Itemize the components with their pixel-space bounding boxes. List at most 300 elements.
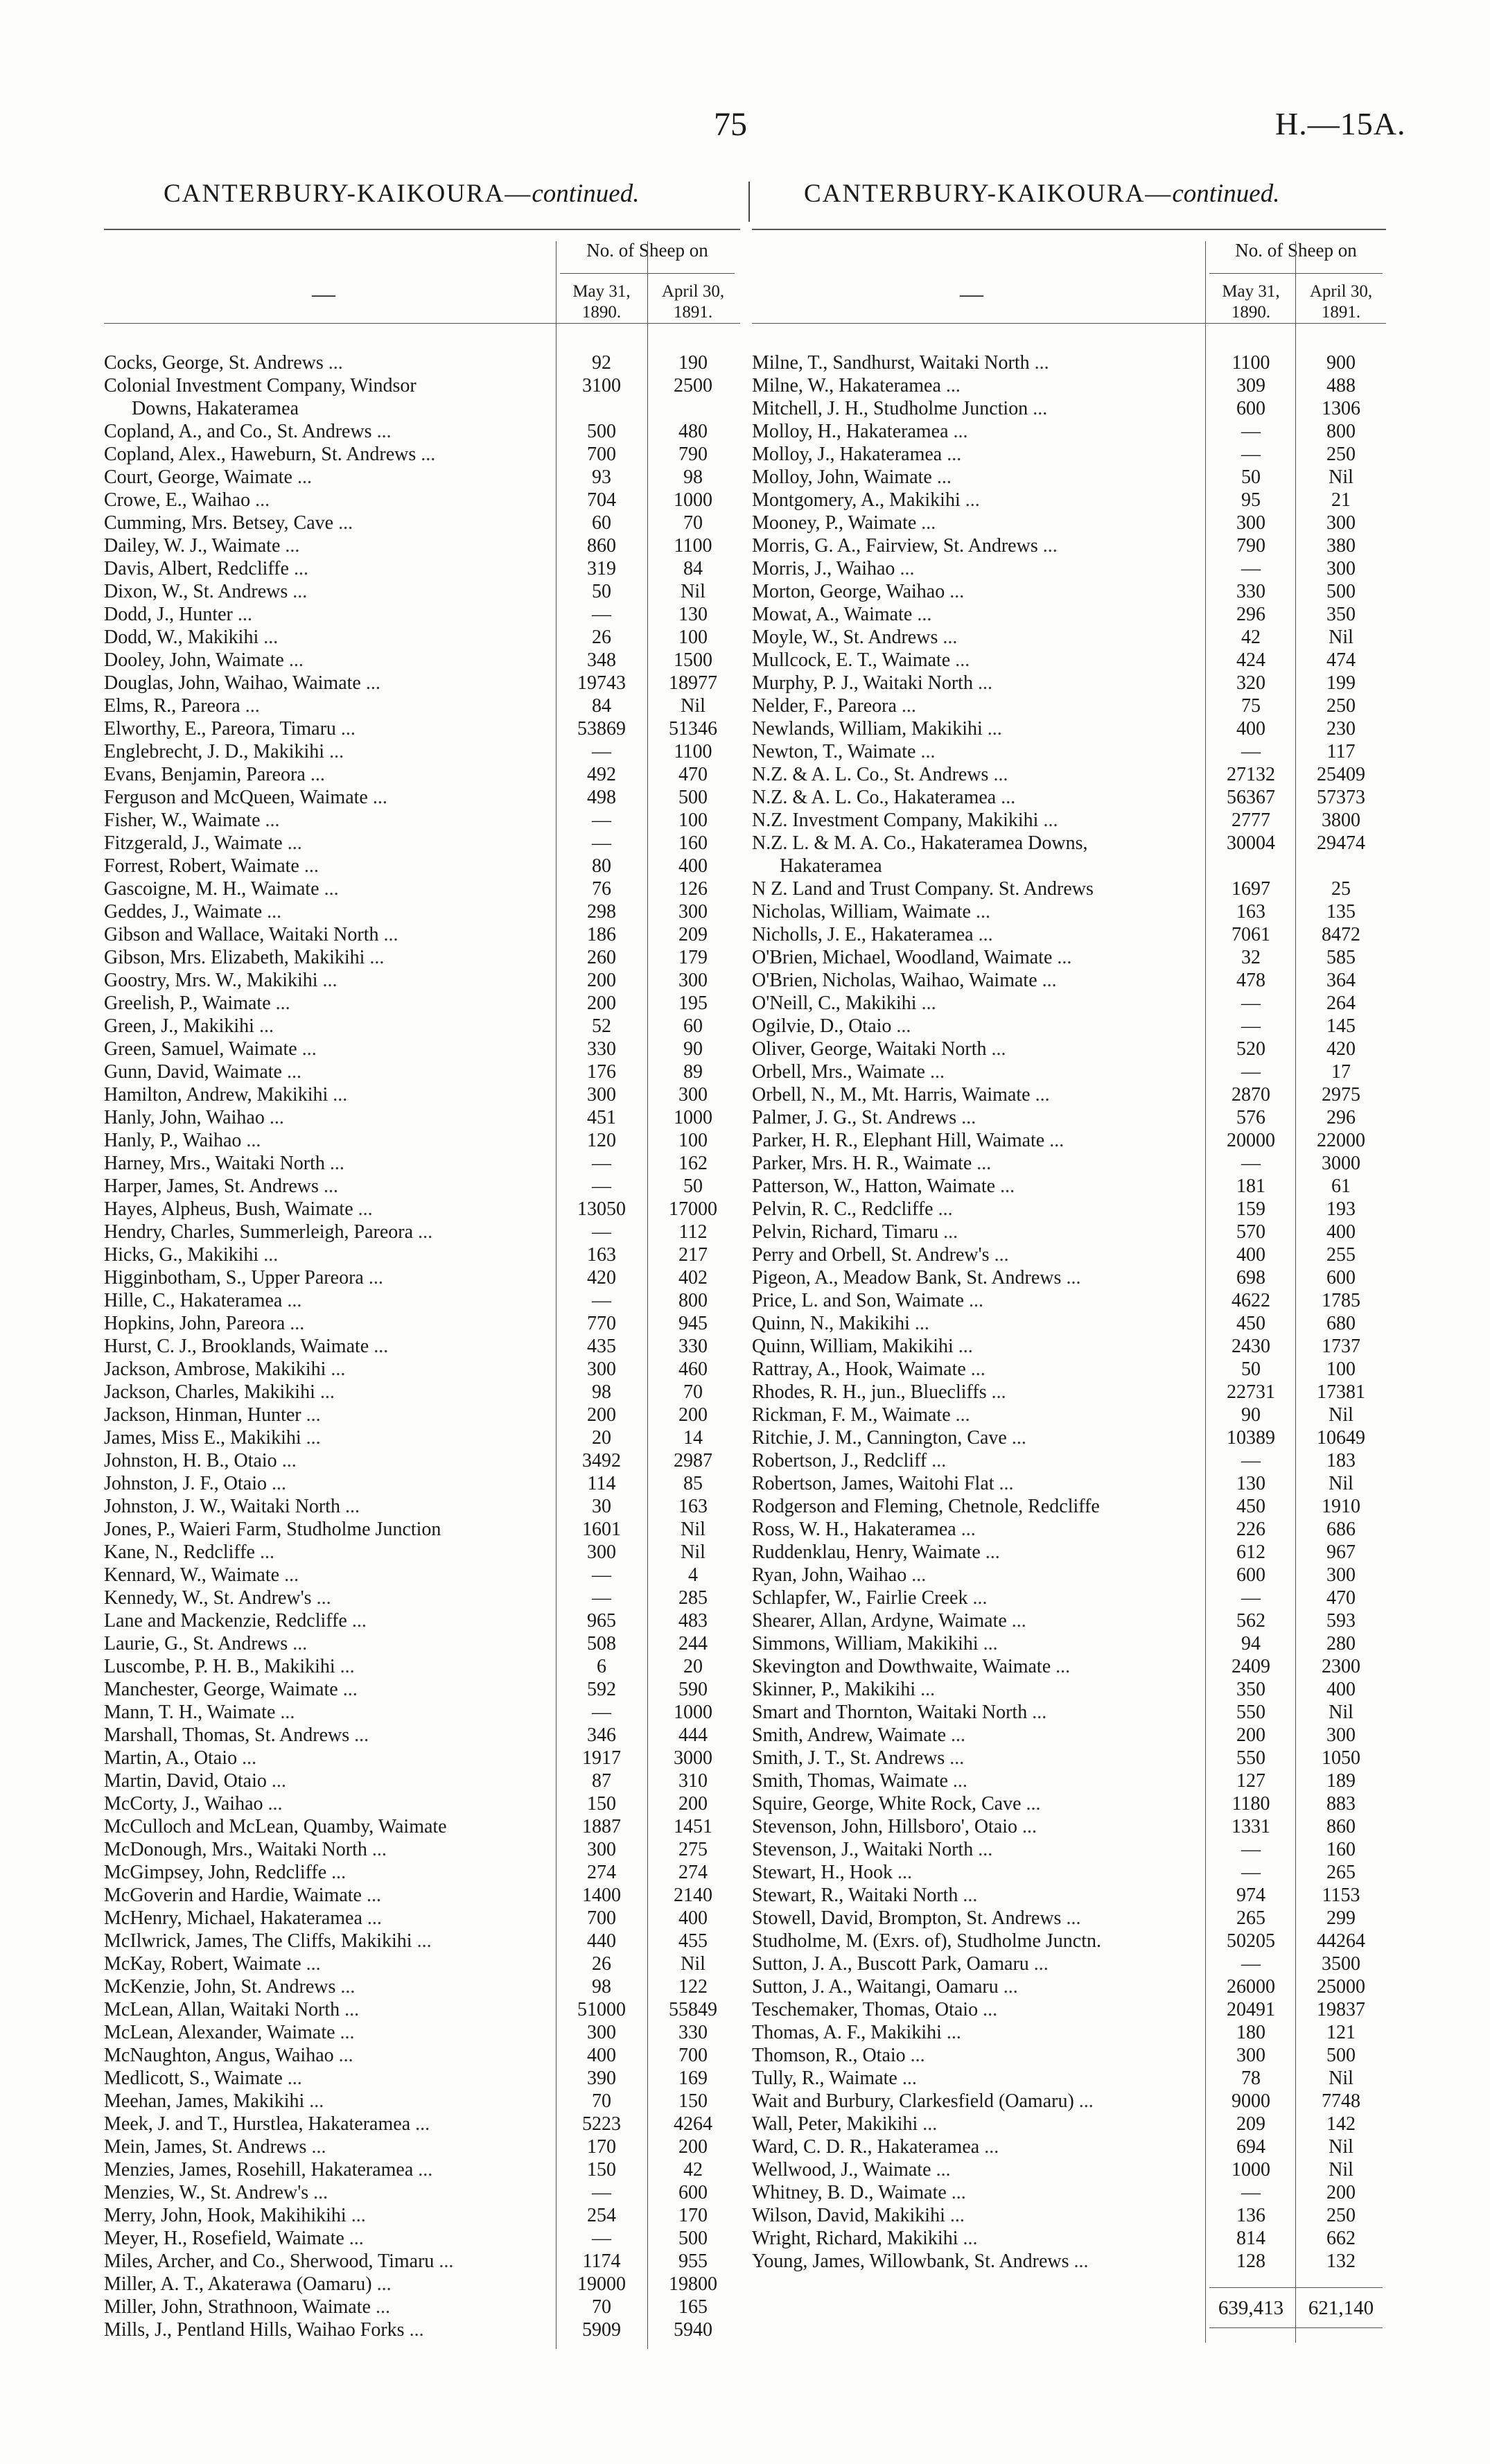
table-row	[752, 1930, 1386, 1953]
table-row	[104, 878, 740, 901]
sheep-1891: 25409	[1317, 764, 1365, 785]
sheep-1890: 95	[1241, 489, 1261, 511]
owner-name-text: Colonial Investment Company, Windsor	[104, 375, 417, 396]
sheep-1890: —	[1241, 421, 1261, 442]
sheep-1891: 70	[683, 1381, 703, 1403]
table-row	[752, 1061, 1386, 1084]
owner-name	[752, 1176, 1204, 1198]
table-row	[104, 1610, 740, 1633]
sheep-1890: 159	[1236, 1198, 1265, 1220]
owner-name-text: McKenzie, John, St. Andrews	[104, 1976, 336, 1998]
leader-dots: ...	[994, 1473, 1014, 1494]
table-row	[104, 1427, 740, 1450]
owner-name-text: Mooney, P., Waimate	[752, 512, 917, 534]
owner-name-text: Miller, A. T., Akaterawa (Oamaru)	[104, 2273, 372, 2295]
sheep-1890: 2777	[1232, 810, 1270, 831]
owner-name	[752, 489, 1204, 512]
owner-name	[752, 1953, 1204, 1975]
sheep-1891: 145	[1326, 1015, 1356, 1037]
sheep-1890: 694	[1236, 2136, 1265, 2158]
sheep-1891: 70	[683, 512, 703, 534]
sheep-1890: 75	[1241, 695, 1261, 717]
owner-name-text: Geddes, J., Waimate	[104, 901, 263, 923]
table-row	[104, 1999, 740, 2022]
owner-name	[752, 695, 1204, 717]
owner-name-text: Tully, R., Waimate	[752, 2068, 897, 2089]
owner-name-text: Elms, R., Pareora	[104, 695, 240, 717]
owner-name-text: Patterson, W., Hatton, Waimate	[752, 1176, 996, 1197]
sheep-1891: Nil	[1329, 1702, 1353, 1723]
header-date-1891: April 30, 1891.	[1309, 282, 1373, 322]
owner-name-text: Dailey, W. J., Waimate	[104, 535, 281, 557]
owner-name-text: Parker, Mrs. H. R., Waimate	[752, 1153, 972, 1174]
owner-name	[104, 2182, 554, 2204]
owner-name-text: Ryan, John, Waihao	[752, 1564, 907, 1586]
document-id: H.—15A.	[1275, 106, 1406, 141]
owner-name	[104, 398, 582, 420]
leader-dots: ...	[1017, 1816, 1037, 1837]
sheep-1891: Nil	[681, 581, 705, 602]
sheep-1890: 180	[1236, 2022, 1265, 2043]
owner-name-text: Douglas, John, Waihao, Waimate	[104, 672, 361, 694]
sheep-1891: 400	[1326, 1221, 1356, 1243]
owner-name	[104, 627, 554, 649]
leader-dots: ...	[282, 832, 302, 854]
table-row	[752, 1724, 1386, 1747]
sheep-1890: 51000	[577, 1999, 626, 2020]
table-row	[752, 1702, 1386, 1724]
sheep-1891: 1306	[1322, 398, 1360, 419]
sheep-1890: 346	[587, 1724, 616, 1746]
owner-name	[752, 1793, 1204, 1815]
table-row	[104, 1153, 740, 1176]
table-row	[104, 1702, 740, 1724]
leader-dots: ...	[241, 1130, 261, 1151]
leader-dots: ...	[995, 1176, 1015, 1197]
header-subrule	[1209, 273, 1383, 274]
sheep-1890: 330	[1236, 581, 1265, 602]
leader-dots: ...	[279, 1564, 299, 1586]
header-bottom-rule	[104, 323, 740, 324]
sheep-1891: 455	[678, 1930, 708, 1952]
leader-dots: ...	[978, 1999, 998, 2020]
leader-dots: ...	[324, 1153, 344, 1174]
table-row	[104, 2205, 740, 2228]
owner-name	[104, 1724, 554, 1747]
leader-dots: ...	[1037, 970, 1057, 991]
leader-dots: ...	[1061, 1907, 1081, 1929]
owner-name-text: Robertson, J., Redcliff	[752, 1450, 927, 1471]
sheep-1891: 900	[1326, 352, 1356, 374]
owner-name-text: Hille, C., Hakateramea	[104, 1290, 283, 1311]
sheep-1891: 17	[1331, 1061, 1351, 1083]
table-row	[752, 535, 1386, 558]
owner-name	[752, 1930, 1204, 1952]
leader-dots: ...	[370, 2296, 390, 2318]
table-row	[752, 421, 1386, 444]
table-row	[752, 1656, 1386, 1679]
sheep-1890: 13050	[577, 1198, 626, 1220]
sheep-1891: 280	[1326, 1633, 1356, 1654]
sheep-1890: 9000	[1232, 2090, 1270, 2112]
sheep-1891: 470	[1326, 1587, 1356, 1609]
owner-name	[104, 1221, 554, 1243]
owner-name-text: Gunn, David, Waimate	[104, 1061, 282, 1083]
table-row	[752, 1221, 1386, 1244]
table-row	[752, 1290, 1386, 1313]
leader-dots: ...	[323, 352, 343, 374]
owner-name-text: Elworthy, E., Pareora, Timaru	[104, 718, 336, 740]
leader-dots: ...	[980, 1541, 1000, 1563]
leader-dots: ...	[301, 1404, 321, 1426]
leader-dots: ...	[924, 1061, 945, 1083]
owner-name	[104, 558, 554, 580]
sheep-1891: 800	[678, 1290, 708, 1311]
owner-name-text: Quinn, N., Makikihi	[752, 1313, 910, 1334]
sheep-1890: 260	[587, 947, 616, 968]
owner-name-text: Harper, James, St. Andrews	[104, 1176, 319, 1197]
table-row	[752, 489, 1386, 512]
leader-dots: ...	[950, 649, 970, 671]
sheep-1890: 186	[587, 924, 616, 945]
owner-name	[104, 810, 554, 832]
leader-dots: ...	[1038, 810, 1058, 831]
sheep-1890: 300	[1236, 2045, 1265, 2066]
sheep-1891: 126	[678, 878, 708, 900]
leader-dots: ...	[305, 764, 325, 785]
leader-dots: ...	[412, 1930, 432, 1952]
leader-dots: ...	[333, 2045, 353, 2066]
table-row	[104, 718, 740, 741]
owner-name	[104, 2022, 554, 2044]
sheep-1890: 600	[1236, 398, 1265, 419]
table-row	[752, 375, 1386, 398]
owner-name	[104, 2090, 554, 2113]
owner-name-text: Wall, Peter, Makikihi	[752, 2113, 918, 2135]
sheep-1891: 444	[678, 1724, 708, 1746]
table-row	[752, 1358, 1386, 1381]
owner-name	[752, 855, 1232, 877]
leader-dots: ...	[931, 2159, 951, 2181]
sheep-1890: 30	[592, 1496, 611, 1517]
table-row	[104, 970, 740, 993]
owner-name-text: Newlands, William, Makikihi	[752, 718, 983, 740]
header-bottom-rule	[752, 323, 1386, 324]
leader-dots: ...	[945, 581, 965, 602]
sheep-1890: 78	[1241, 2068, 1261, 2089]
leader-dots: ...	[986, 1038, 1006, 1060]
owner-name	[752, 375, 1204, 397]
leader-dots: ...	[942, 444, 962, 465]
owner-name	[752, 970, 1204, 992]
owner-name	[104, 672, 554, 694]
totals-rule	[1209, 2287, 1383, 2288]
leader-dots: ...	[335, 718, 356, 740]
sheep-1890: 128	[1236, 2251, 1265, 2272]
owner-name	[752, 1770, 1204, 1792]
owner-name	[104, 581, 554, 603]
owner-name	[104, 1587, 554, 1609]
owner-name	[752, 1244, 1204, 1266]
sheep-1890: 136	[1236, 2205, 1265, 2226]
sheep-1890: 1331	[1232, 1816, 1270, 1837]
owner-name	[104, 2296, 554, 2318]
sheep-1890: 163	[1236, 901, 1265, 923]
owner-name	[752, 947, 1204, 969]
owner-name-text: Hendry, Charles, Summerleigh, Pareora	[104, 1221, 414, 1243]
owner-name-text: Dodd, J., Hunter	[104, 604, 233, 625]
table-row	[752, 1176, 1386, 1198]
owner-name-text: Stevenson, J., Waitaki North	[752, 1839, 974, 1860]
leader-dots: ...	[896, 695, 916, 717]
owner-name	[752, 1015, 1204, 1038]
owner-name-text: Dooley, John, Waimate	[104, 649, 284, 671]
leader-dots: ...	[945, 2205, 965, 2226]
sheep-1891: 60	[683, 1015, 703, 1037]
table-row	[752, 2045, 1386, 2068]
sheep-1891: 2300	[1322, 1656, 1360, 1677]
sheep-1891: 17381	[1317, 1381, 1365, 1403]
owner-name-text: Greelish, P., Waimate	[104, 993, 271, 1014]
owner-name	[752, 1610, 1204, 1632]
sheep-1891: 22000	[1317, 1130, 1365, 1151]
owner-name-text: Wright, Richard, Makikihi	[752, 2228, 958, 2249]
sheep-1890: —	[1241, 1862, 1261, 1883]
owner-name-text: Lane and Mackenzie, Redcliffe	[104, 1610, 347, 1632]
owner-name-text: Morris, J., Waihao	[752, 558, 895, 579]
leader-dots: ...	[972, 1153, 992, 1174]
sheep-1891: 51346	[669, 718, 717, 740]
sheep-1891: 480	[678, 421, 708, 442]
table-row	[752, 444, 1386, 466]
owner-name-text: Rhodes, R. H., jun., Bluecliffs	[752, 1381, 987, 1403]
table-row	[104, 421, 740, 444]
table-row	[752, 1473, 1386, 1496]
owner-name	[104, 1153, 554, 1175]
table-row	[104, 581, 740, 604]
owner-name	[104, 1336, 554, 1358]
owner-name-text: Price, L. and Son, Waimate	[752, 1290, 964, 1311]
owner-name	[104, 1885, 554, 1907]
table-row	[752, 1198, 1386, 1221]
owner-name	[752, 993, 1204, 1015]
leader-dots: ...	[897, 2068, 917, 2089]
sheep-1890: 300	[587, 1541, 616, 1563]
sheep-1890: 3100	[582, 375, 621, 396]
sheep-1891: 193	[1326, 1198, 1356, 1220]
sheep-1890: 70	[592, 2090, 611, 2112]
sheep-1891: Nil	[681, 1519, 705, 1540]
owner-name	[104, 1084, 554, 1106]
sheep-1890: 22731	[1227, 1381, 1275, 1403]
sheep-1891: 1100	[674, 535, 712, 557]
leader-dots: ...	[413, 1221, 433, 1243]
owner-name-text: Crowe, E., Waihao	[104, 489, 251, 511]
owner-name-text: Englebrecht, J. D., Makikihi	[104, 741, 325, 762]
sheep-1890: 550	[1236, 1747, 1265, 1769]
sheep-1891: 89	[683, 1061, 703, 1083]
owner-name-text: Simmons, William, Makikihi	[752, 1633, 979, 1654]
owner-name	[752, 352, 1204, 374]
table-row	[104, 901, 740, 924]
owner-name	[752, 718, 1204, 740]
sheep-1890: 300	[587, 1084, 616, 1106]
totals-bottom-rule	[1209, 2327, 1383, 2328]
table-row	[752, 1747, 1386, 1770]
sheep-1890: 26	[592, 627, 611, 648]
sheep-1891: 488	[1326, 375, 1356, 396]
owner-name-text: Downs, Hakateramea	[132, 398, 299, 419]
leader-dots: ...	[946, 1724, 966, 1746]
sheep-1891: Nil	[681, 1953, 705, 1975]
owner-name-text: Milne, W., Hakateramea	[752, 375, 941, 396]
sheep-1891: 2975	[1322, 1084, 1360, 1106]
owner-name-text: Dixon, W., St. Andrews	[104, 581, 288, 602]
owner-name	[104, 832, 554, 855]
leader-dots: ...	[335, 1976, 356, 1998]
owner-name-text: Smith, Andrew, Waimate	[752, 1724, 947, 1746]
owner-name	[104, 2113, 554, 2135]
table-row	[752, 2090, 1386, 2113]
owner-name	[752, 1907, 1204, 1930]
leader-dots: ...	[371, 421, 392, 442]
table-row	[104, 489, 740, 512]
sheep-1891: 600	[1326, 1267, 1356, 1288]
owner-name	[752, 1267, 1204, 1289]
leader-dots: ...	[972, 672, 992, 694]
leader-dots: ...	[371, 2273, 392, 2295]
leader-dots: ...	[340, 1999, 360, 2020]
sheep-1891: 217	[678, 1244, 708, 1266]
table-row	[752, 1313, 1386, 1336]
sheep-1890: 1174	[582, 2251, 621, 2272]
leader-dots: ...	[335, 2022, 355, 2043]
table-row	[104, 1381, 740, 1404]
owner-name-text: Ferguson and McQueen, Waimate	[104, 787, 368, 808]
owner-name-text: O'Brien, Nicholas, Waihao, Waimate	[752, 970, 1037, 991]
sheep-1890: 974	[1236, 1885, 1265, 1906]
owner-name	[104, 993, 554, 1015]
owner-name	[752, 649, 1204, 672]
sheep-1890: 93	[592, 466, 611, 488]
sheep-1890: 348	[587, 649, 616, 671]
owner-name-text: Molloy, John, Waimate	[752, 466, 932, 488]
sheep-1890: 2430	[1232, 1336, 1270, 1357]
table-row	[104, 1358, 740, 1381]
sheep-1890: 814	[1236, 2228, 1265, 2249]
sheep-1890: 10389	[1227, 1427, 1275, 1449]
owner-name	[104, 1656, 554, 1678]
owner-name	[752, 2090, 1204, 2113]
sheep-1891: 1050	[1322, 1747, 1360, 1769]
owner-name-text: Orbell, Mrs., Waimate	[752, 1061, 925, 1083]
sheep-1890: —	[592, 1587, 611, 1609]
table-row	[752, 1427, 1386, 1450]
sheep-1891: 585	[1326, 947, 1356, 968]
owner-name	[104, 352, 554, 374]
owner-name-text: Morton, George, Waihao	[752, 581, 945, 602]
sheep-1891: 200	[678, 1404, 708, 1426]
table-row	[104, 672, 740, 695]
owner-name	[752, 1816, 1204, 1838]
sheep-1891: Nil	[681, 1541, 705, 1563]
table-row	[752, 832, 1386, 855]
leader-dots: ...	[369, 1336, 389, 1357]
sheep-1890: 1697	[1232, 878, 1270, 900]
leader-dots: ...	[360, 672, 380, 694]
owner-name-text: Jones, P., Waieri Farm, Studholme Junction	[104, 1519, 441, 1540]
sheep-1890: 50	[592, 581, 611, 602]
table-row	[104, 1930, 740, 1953]
sheep-1890: —	[592, 2182, 611, 2203]
sheep-1890: 790	[1236, 535, 1265, 557]
table-row	[104, 512, 740, 535]
owner-name-text: Smith, Thomas, Waimate	[752, 1770, 948, 1792]
sheep-1891: 2500	[674, 375, 712, 396]
owner-name-text: Young, James, Willowbank, St. Andrews	[752, 2251, 1069, 2272]
owner-name	[104, 489, 554, 512]
owner-name-text: Miles, Archer, and Co., Sherwood, Timaru	[104, 2251, 435, 2272]
sheep-1890: 98	[592, 1381, 611, 1403]
sheep-1890: 200	[1236, 1724, 1265, 1746]
sheep-1891: Nil	[1329, 1473, 1353, 1494]
table-row	[752, 764, 1386, 787]
sheep-1891: 400	[1326, 1679, 1356, 1700]
leader-dots: ...	[998, 1976, 1018, 1998]
sheep-1891: 169	[678, 2068, 708, 2089]
sheep-1890: —	[592, 832, 611, 854]
table-header	[104, 233, 740, 344]
table-row	[104, 1976, 740, 1999]
table-row	[752, 855, 1386, 878]
header-no-of-sheep: No. of Sheep on	[586, 240, 708, 261]
sheep-1891: Nil	[1329, 2159, 1353, 2181]
leader-dots: ...	[363, 1267, 383, 1288]
sheep-1891: 121	[1326, 2022, 1356, 2043]
owner-name-text: Ogilvie, D., Otaio	[752, 1015, 892, 1037]
leader-dots: ...	[288, 558, 308, 579]
owner-name	[104, 1839, 554, 1861]
leader-dots: ...	[958, 1885, 978, 1906]
sheep-1890: 94	[1241, 1633, 1261, 1654]
sheep-1891: 500	[678, 2228, 708, 2249]
leader-dots: ...	[979, 2136, 999, 2158]
table-row	[752, 2251, 1386, 2273]
owner-name	[104, 1564, 554, 1587]
sheep-1891: 17000	[669, 1198, 717, 1220]
header-blank: —	[312, 281, 335, 307]
owner-name-text: Ward, C. D. R., Hakateramea	[752, 2136, 980, 2158]
leader-dots: ...	[367, 1839, 387, 1860]
owner-name	[104, 1496, 554, 1518]
sheep-1891: 132	[1326, 2251, 1356, 2272]
table-row	[104, 2022, 740, 2045]
owner-name-text: Kane, N., Redcliffe	[104, 1541, 255, 1563]
owner-name	[752, 832, 1204, 855]
sheep-1891: 300	[678, 901, 708, 923]
owner-name	[752, 581, 1204, 603]
table-row	[752, 2113, 1386, 2136]
leader-dots: ...	[275, 1702, 295, 1723]
table-row	[104, 1862, 740, 1885]
table-row	[752, 1907, 1386, 1930]
sheep-1891: 57373	[1317, 787, 1365, 808]
owner-name-text: Meehan, James, Makikihi	[104, 2090, 305, 2112]
owner-name	[752, 1336, 1204, 1358]
owner-name-text: Nelder, F., Pareora	[752, 695, 897, 717]
total-1891: 621,140	[1308, 2297, 1374, 2319]
leader-dots: ...	[905, 2045, 925, 2066]
